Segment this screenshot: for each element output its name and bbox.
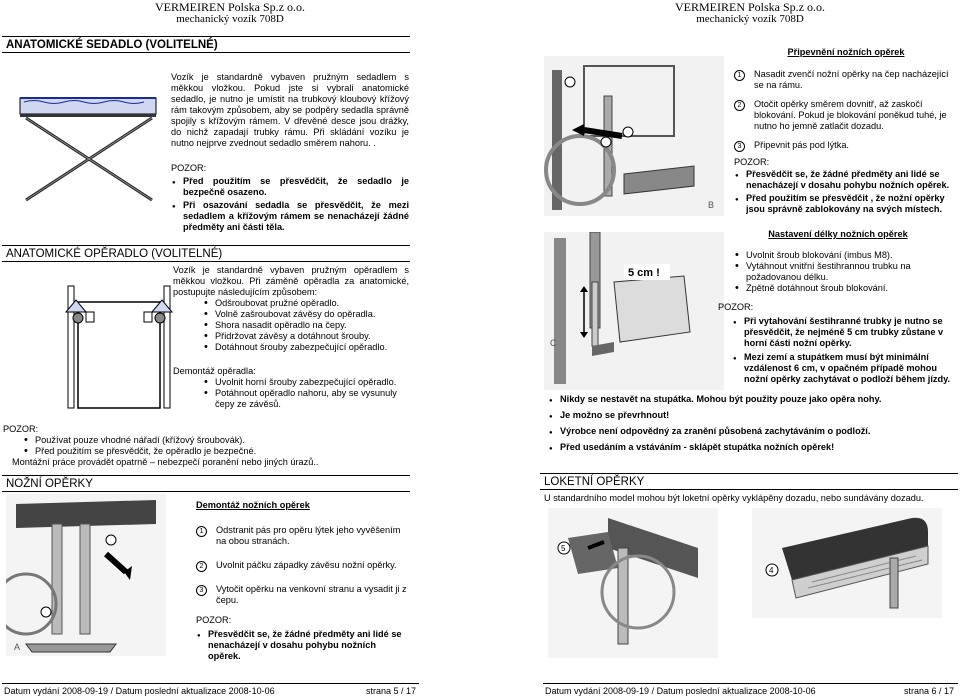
warning-item: ● Mezi zemí a stupátkem musí být minimální vzdálenost 6 cm, v opačném případě mohou nožní opěrky zachytávat o podloží během jízdy. [732,352,958,385]
demount-step-1 [196,525,410,547]
warning-item: ● Je možno se převrhnout! [548,410,956,421]
attach-step-1 [734,69,958,91]
warning-list [734,169,958,215]
step-text: Nasadit zvenčí nožní opěrky na čep nacházející se na rámu. [754,69,949,90]
footrest-figure-a [6,494,166,656]
armrest-figure-1 [548,508,718,658]
footrest-attach-title: Připevnění nožních opěrek [787,47,905,57]
footrest-length-title: Nastavení délky nožních opěrek [768,229,908,239]
warning-label: POZOR: [3,424,39,434]
demount-step: • Uvolnit horní šrouby zabezpečující opěradlo. [203,377,409,388]
warning-item: ● Před použitím se přesvědčit, že sedadlo je bezpečně osazeno. [171,176,409,198]
warning-item: • Před použitím se přesvědčit, že opěradlo je bezpečné. [23,446,403,457]
backrest-warning [3,424,403,468]
footer-page-left: strana 5 / 17 [366,686,417,696]
section-title-anatomic-backrest: ANATOMICKÉ OPĚRADLO (VOLITELNÉ) [2,245,410,262]
footrest-demount-text [196,500,410,662]
length-step: • Uvolnit šroub blokování (imbus M8). [734,250,958,261]
armrest-figure-2 [752,508,942,618]
warning-label: POZOR: [171,163,207,173]
demount-step-3 [196,584,410,606]
length-steps [734,250,958,294]
section-title-anatomic-seat: ANATOMICKÉ SEDADLO (VOLITELNÉ) [2,36,410,53]
warning-label: POZOR: [734,157,770,167]
warning-item: ● Před použitím se přesvědčit , že nožní opěrky jsou správně zablokovány na svých místech. [734,193,958,215]
warning-label: POZOR: [196,615,232,625]
figure-label-c: C [550,338,557,348]
anatomic-backrest-paragraph: Vozík je standardně vybaven pružným opěradlem s měkkou vložkou. Při záměně opěradla za anatomické, postupujte následujícím způsobem: [173,265,409,297]
step-number: 3 [196,585,207,596]
company-name: VERMEIREN Polska Sp.z o.o. [155,0,305,14]
page-header-right [650,1,850,25]
step-text: Vytočit opěrku na venkovní stranu a vysadit ji z čepu. [216,584,407,605]
footer-page-right: strana 6 / 17 [904,686,955,696]
footrest-attach-text [734,47,958,215]
warning-item: ● Nikdy se nestavět na stupátka. Mohou být použity pouze jako opěra nohy. [548,394,956,405]
step-number: 3 [734,141,745,152]
warning-label: POZOR: [718,302,754,312]
figure-label-4: 4 [769,566,774,575]
step-text: Otočit opěrky směrem dovnitř, až zaskočí blokování. Pokud je blokování poněkud tuhé, je nutno ho jemně zatlačit dozadu. [754,99,947,131]
step-text: Připevnit pás pod lýtka. [754,140,849,150]
anatomic-seat-text [171,72,409,233]
figure-label-b: B [708,200,715,210]
footrest-figure-b [544,56,724,216]
warning-list [171,176,409,233]
warning-list [23,435,403,457]
warning-item: ● Výrobce není odpovědný za zranění působená zachytáváním o podloží. [548,426,956,437]
section-title-armrests: LOKETNÍ OPĚRKY [540,473,958,490]
length-step: • Vytáhnout vnitřní šestihrannou trubku na požadovanou délku. [734,261,958,283]
anatomic-backrest-text [173,265,409,410]
demount-step: • Potáhnout opěradlo nahoru, aby se vysunuly čepy ze závěsů. [203,388,409,410]
step-number: 1 [196,526,207,537]
page-header-left [130,1,330,25]
step-text: Odstranit pás pro opěru lýtek jeho vyvěšením na obou stranách. [216,525,401,546]
armrest-paragraph: U standardního model mohou být loketní opěrky vyklápěny dozadu, nebo sundávány dozadu. [544,493,924,503]
mount-step: • Dotáhnout šrouby zabezpečující opěradlo. [203,342,409,353]
warning-item: • Používat pouze vhodné nářadí (křížový šroubovák). [23,435,403,446]
demount-steps [203,377,409,410]
length-step: • Zpětně dotáhnout šroub blokování. [734,283,958,294]
mount-step: • Přidržovat závěsy a dotáhnout šrouby. [203,331,409,342]
attach-step-2 [734,99,958,132]
warning-list [732,316,958,385]
warning-list [548,394,956,453]
figure-label-5: 5 [561,544,566,553]
warning-item: ● Před usedáním a vstáváním - sklápět stupátka nožních opěrek! [548,442,956,453]
footrest-demount-title: Demontáž nožních opěrek [196,500,310,510]
anatomic-seat-paragraph: Vozík je standardně vybaven pružným sedadlem s měkkou vložkou. Pokud jste si vybrali anatomické sedadlo, je nutno je umístit na trubkový kloubový křížový rám takovým způsobem, aby se podpěry sedadla správně spojily s křížovým rámem. V dřevěné desce jsou drážky, do nichž zapadají trubky rámu. Při skládání vozíku je nutno nejprve zvednout sedadlo směrem nahoru. . [171,72,409,148]
footer-date-left: Datum vydání 2008-09-19 / Datum poslední aktualizace 2008-10-06 [4,686,275,696]
mount-steps [203,298,409,353]
step-number: 2 [196,561,207,572]
anatomic-backrest-figure [64,282,174,412]
product-name: mechanický vozík 708D [696,13,804,25]
step-number: 2 [734,100,745,111]
mount-step: • Odšroubovat pružné opěradlo. [203,298,409,309]
product-name: mechanický vozík 708D [176,13,284,25]
warning-list [196,629,410,662]
warning-tail: Montážní práce provádět opatrně – nebezpečí poranění nebo jiných úrazů.. [12,457,319,467]
figure-label-a: A [14,642,21,652]
demount-step-2 [196,560,410,571]
step-text: Uvolnit páčku západky závěsu nožní opěrky. [216,560,397,570]
footrest-warnings-continued [548,394,956,453]
attach-step-3 [734,140,958,151]
anatomic-seat-figure [14,88,164,218]
warning-item: ● Přesvědčit se, že žádné předměty ani lidé se nenacházejí v dosahu pohybu nožních opěrek. [734,169,958,191]
step-number: 1 [734,70,745,81]
measure-label: 5 cm ! [628,267,660,279]
company-name: VERMEIREN Polska Sp.z o.o. [675,0,825,14]
mount-step: • Shora nasadit opěradlo na čepy. [203,320,409,331]
section-title-footrests: NOŽNÍ OPĚRKY [2,475,410,492]
warning-item: ● Přesvědčit se, že žádné předměty ani lidé se nenacházejí v dosahu pohybu nožních opěrek. [196,629,410,662]
footrest-length-text [718,229,958,385]
warning-item: ● Při vytahování šestihranné trubky je nutno se přesvědčit, že nejméně 5 cm trubky zůstane v horní části nožní opěrky. [732,316,958,349]
footrest-figure-c [544,232,724,390]
warning-item: ● Při osazování sedadla se přesvědčit, že mezi sedadlem a křížovým rámem se nenacházejí žádné předměty ani části těla. [171,200,409,233]
mount-step: • Volně zašroubovat závěsy do opěradla. [203,309,409,320]
demount-label: Demontáž opěradla: [173,366,256,376]
footer-date-right: Datum vydání 2008-09-19 / Datum poslední aktualizace 2008-10-06 [545,686,816,696]
